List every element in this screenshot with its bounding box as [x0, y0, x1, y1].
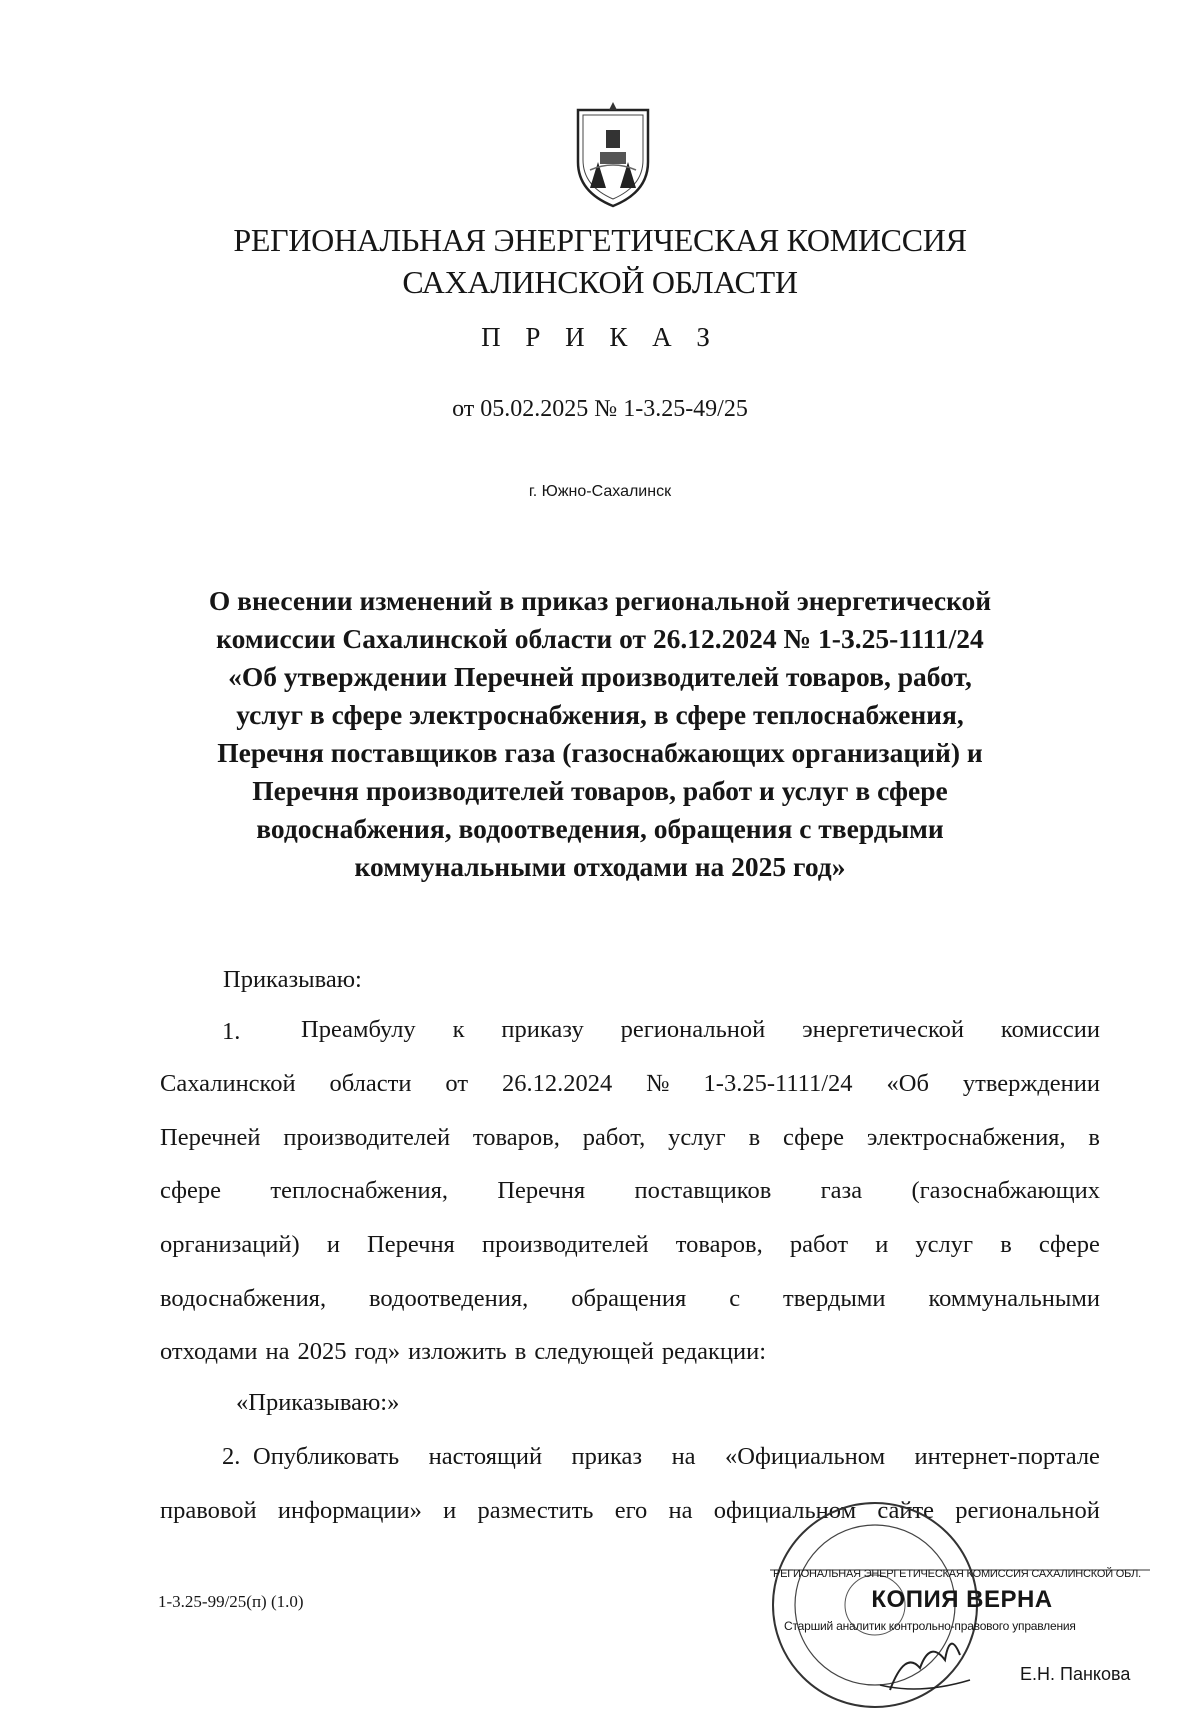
paragraph-1-line — [160, 1231, 1100, 1264]
paragraph-number: 1. — [222, 1018, 241, 1045]
word: сфере — [1038, 1231, 1100, 1258]
heading-line: Перечня производителей товаров, работ и услуг в сфере — [252, 775, 948, 806]
word: в — [748, 1124, 761, 1151]
heading-line: коммунальными отходами на 2025 год» — [354, 851, 846, 882]
word: (газоснабжающих — [911, 1177, 1100, 1204]
heading-line: водоснабжения, водоотведения, обращения с твердыми — [256, 813, 944, 844]
order-date-number: от 05.02.2025 № 1-3.25-49/25 — [452, 396, 748, 422]
quoted-order-word: «Приказываю:» — [236, 1389, 400, 1416]
word: разместить — [477, 1497, 594, 1524]
document-type: П Р И К А З — [481, 322, 719, 352]
word: услуг — [668, 1124, 726, 1151]
word: работ — [789, 1231, 849, 1258]
paragraph-2-line — [253, 1443, 1100, 1476]
city: г. Южно-Сахалинск — [528, 483, 672, 500]
paragraph-1-line — [160, 1285, 1100, 1318]
paragraph-1-line — [160, 1338, 1100, 1371]
word: настоящий — [428, 1443, 543, 1470]
word: на — [671, 1443, 696, 1470]
word: на — [668, 1497, 693, 1524]
word: газа — [820, 1177, 863, 1204]
word: товаров, — [675, 1231, 763, 1258]
word: 1-3.25-1111/24 — [703, 1070, 853, 1097]
paragraph-1-line — [160, 1070, 1100, 1103]
word: области — [329, 1070, 412, 1097]
word: услуг — [915, 1231, 974, 1258]
word: комиссии — [1000, 1016, 1100, 1043]
word: его — [614, 1497, 648, 1524]
word: на — [265, 1338, 290, 1365]
word: следующей — [534, 1338, 654, 1365]
organization-name-line1: РЕГИОНАЛЬНАЯ ЭНЕРГЕТИЧЕСКАЯ КОМИССИЯ — [233, 222, 967, 258]
word: в — [1088, 1124, 1100, 1151]
heading-line: Перечня поставщиков газа (газоснабжающих организаций) и — [217, 737, 983, 768]
coat-of-arms-emblem — [570, 100, 656, 210]
word: Перечней — [160, 1124, 261, 1151]
word: коммунальными — [928, 1285, 1100, 1312]
heading-line: услуг в сфере электроснабжения, в сфере теплоснабжения, — [236, 699, 964, 730]
word: производителей — [283, 1124, 451, 1151]
paragraph-1-line — [160, 1124, 1100, 1157]
heading-line: комиссии Сахалинской области от 26.12.2024 № 1-3.25-1111/24 — [216, 623, 984, 654]
word: с — [729, 1285, 741, 1312]
word: сайте — [877, 1497, 935, 1524]
word: «Официальном — [725, 1443, 886, 1470]
word: приказ — [571, 1443, 643, 1470]
word: водоотведения, — [369, 1285, 529, 1312]
word: товаров, — [472, 1124, 560, 1151]
word: и — [326, 1231, 340, 1258]
word: 26.12.2024 — [501, 1070, 613, 1097]
word: и — [875, 1231, 889, 1258]
word: региональной — [620, 1016, 766, 1043]
word: «Об — [886, 1070, 929, 1097]
order-word: Приказываю: — [223, 966, 362, 993]
paragraph-1-line — [160, 1177, 1100, 1210]
word: к — [452, 1016, 465, 1043]
word: организаций) — [160, 1231, 300, 1258]
word: Сахалинской — [160, 1070, 296, 1097]
word: работ, — [582, 1124, 646, 1151]
stamp-position: Старший аналитик контрольно-правового управления — [784, 1619, 1076, 1633]
word: Перечня — [497, 1177, 586, 1204]
paragraph-number: 2. — [222, 1443, 241, 1470]
word: изложить — [408, 1338, 507, 1365]
word: поставщиков — [634, 1177, 772, 1204]
word: обращения — [571, 1285, 687, 1312]
word: электроснабжения, — [866, 1124, 1066, 1151]
word: сфере — [783, 1124, 845, 1151]
word: энергетической — [802, 1016, 964, 1043]
word: информации» — [277, 1497, 422, 1524]
word: редакции: — [661, 1338, 767, 1365]
word: Преамбулу — [301, 1016, 416, 1043]
word: и — [443, 1497, 457, 1524]
paragraph-1-line — [301, 1016, 1100, 1049]
word: правовой — [160, 1497, 257, 1524]
word: официальном — [713, 1497, 857, 1524]
stamp-signatory-name: Е.Н. Панкова — [1020, 1664, 1131, 1684]
word: твердыми — [783, 1285, 886, 1312]
stamp-organization: РЕГИОНАЛЬНАЯ ЭНЕРГЕТИЧЕСКАЯ КОМИССИЯ САХАЛИНСКОЙ ОБЛ. — [772, 1568, 1142, 1580]
word: в — [514, 1338, 527, 1365]
organization-name-line2: САХАЛИНСКОЙ ОБЛАСТИ — [402, 264, 798, 300]
word: № — [646, 1070, 670, 1097]
word: интернет-портале — [914, 1443, 1100, 1470]
word: производителей — [481, 1231, 649, 1258]
word: сфере — [160, 1177, 222, 1204]
stamp-title: КОПИЯ ВЕРНА — [871, 1586, 1053, 1613]
word: приказу — [501, 1016, 584, 1043]
word: водоснабжения, — [160, 1285, 327, 1312]
word: региональной — [955, 1497, 1100, 1524]
word: в — [1000, 1231, 1012, 1258]
document-code: 1-3.25-99/25(п) (1.0) — [158, 1592, 304, 1611]
word: утверждении — [962, 1070, 1100, 1097]
word: Опубликовать — [253, 1443, 400, 1470]
word: отходами — [160, 1338, 258, 1365]
word: Перечня — [367, 1231, 455, 1258]
heading-line: О внесении изменений в приказ региональной энергетической — [208, 585, 992, 616]
heading-line: «Об утверждении Перечней производителей товаров, работ, — [228, 661, 972, 692]
word: 2025 — [297, 1338, 347, 1365]
word: год» — [354, 1338, 401, 1365]
word: от — [445, 1070, 469, 1097]
word: теплоснабжения, — [270, 1177, 448, 1204]
